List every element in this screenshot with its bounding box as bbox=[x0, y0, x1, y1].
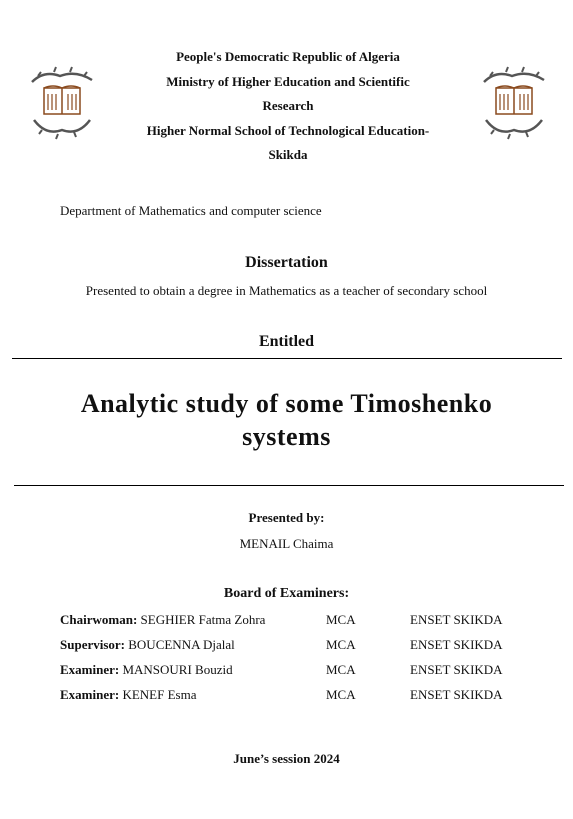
header-ministry-cont: Research bbox=[262, 98, 314, 113]
member-grade: MCA bbox=[326, 662, 356, 677]
member-name: KENEF Esma bbox=[122, 687, 197, 702]
member-name: BOUCENNA Djalal bbox=[128, 637, 235, 652]
author-name: MENAIL Chaima bbox=[239, 536, 334, 551]
member-role: Examiner: bbox=[60, 687, 120, 702]
header-school: Higher Normal School of Technological Education- bbox=[146, 122, 430, 138]
session-text: June’s session 2024 bbox=[233, 751, 340, 766]
dissertation-heading: Dissertation bbox=[245, 254, 328, 271]
entitled-heading: Entitled bbox=[258, 333, 315, 350]
dissertation-title bbox=[0, 387, 573, 453]
header-city: Skikda bbox=[268, 147, 308, 162]
presented-label: Presented by: bbox=[248, 510, 325, 525]
board-heading: Board of Examiners: bbox=[223, 586, 350, 601]
board-member-row bbox=[60, 637, 235, 653]
title-rule-top bbox=[12, 358, 562, 359]
school-logo-right bbox=[476, 64, 552, 140]
member-name: SEGHIER Fatma Zohra bbox=[140, 612, 266, 627]
member-institution: ENSET SKIKDA bbox=[410, 687, 503, 702]
board-member-row bbox=[60, 687, 197, 703]
dissertation-purpose: Presented to obtain a degree in Mathematics as a teacher of secondary school bbox=[85, 283, 488, 298]
member-name: MANSOURI Bouzid bbox=[122, 662, 233, 677]
member-grade: MCA bbox=[326, 637, 356, 652]
title-rule-bottom bbox=[14, 485, 564, 486]
title-line-1: Analytic study of some Timoshenko bbox=[80, 389, 493, 418]
header-country: People's Democratic Republic of Algeria bbox=[176, 49, 400, 64]
member-role: Examiner: bbox=[60, 662, 120, 677]
school-logo-left bbox=[24, 64, 100, 140]
member-grade: MCA bbox=[326, 612, 356, 627]
department-text: Department of Mathematics and computer science bbox=[60, 203, 322, 218]
member-institution: ENSET SKIKDA bbox=[410, 612, 503, 627]
institution-header bbox=[130, 45, 446, 168]
member-institution: ENSET SKIKDA bbox=[410, 662, 503, 677]
board-member-row bbox=[60, 662, 233, 678]
board-member-row bbox=[60, 612, 265, 628]
member-role: Chairwoman: bbox=[60, 612, 138, 627]
member-grade: MCA bbox=[326, 687, 356, 702]
member-role: Supervisor: bbox=[60, 637, 125, 652]
member-institution: ENSET SKIKDA bbox=[410, 637, 503, 652]
title-line-2: systems bbox=[242, 422, 331, 451]
header-ministry: Ministry of Higher Education and Scientific bbox=[166, 73, 410, 89]
